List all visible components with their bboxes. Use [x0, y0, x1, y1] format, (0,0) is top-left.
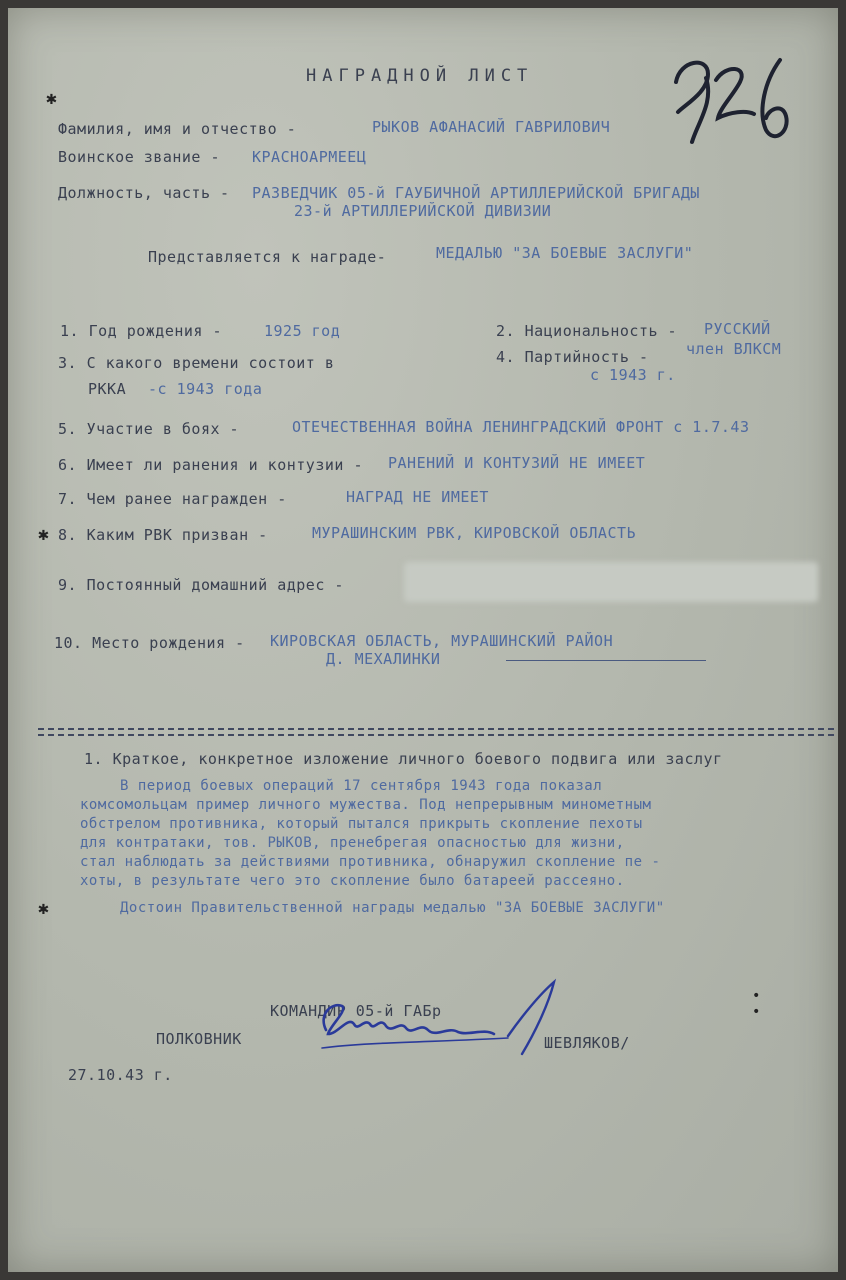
- narrative-line-2: комсомольцам пример личного мужества. Под непрерывным минометным: [80, 797, 652, 813]
- pin-mark: ✱: [46, 88, 57, 109]
- field-position-label: Должность, часть -: [58, 184, 230, 202]
- item-1-value: 1925 год: [264, 322, 341, 340]
- commander-name: ШЕВЛЯКОВ/: [544, 1034, 630, 1052]
- item-7-label: 7. Чем ранее награжден -: [58, 490, 287, 508]
- field-rank-value: КРАСНОАРМЕЕЦ: [252, 148, 367, 166]
- item-2-label: 3. С какого времени состоит в: [58, 354, 335, 372]
- handwritten-signature: [308, 976, 568, 1066]
- narrative-line-4: для контратаки, тов. РЫКОВ, пренебрегая опасностью для жизни,: [80, 835, 625, 851]
- separator-rule: [38, 728, 834, 730]
- item-5-label: 5. Участие в боях -: [58, 420, 240, 438]
- item-9-label: 9. Постоянный домашний адрес -: [58, 576, 344, 594]
- item-8-value: МУРАШИНСКИМ РВК, КИРОВСКОЙ ОБЛАСТЬ: [312, 524, 637, 542]
- narrative-conclusion: Достоин Правительственной награды медалью "ЗА БОЕВЫЕ ЗАСЛУГИ": [120, 900, 665, 916]
- award-presented-label: Представляется к награде-: [148, 248, 387, 266]
- commander-title: КОМАНДИР 05-й ГАБр: [270, 1002, 442, 1020]
- item-n4-value-cont: с 1943 г.: [590, 366, 676, 384]
- field-position-value-line2: 23-й АРТИЛЛЕРИЙСКОЙ ДИВИЗИИ: [294, 202, 552, 220]
- item-7-value: НАГРАД НЕ ИМЕЕТ: [346, 488, 489, 506]
- handwritten-number: [668, 52, 798, 152]
- document-date: 27.10.43 г.: [68, 1066, 173, 1084]
- section-heading: 1. Краткое, конкретное изложение личного боевого подвига или заслуг: [84, 750, 723, 768]
- field-fio-label: Фамилия, имя и отчество -: [58, 120, 297, 138]
- doc-title: НАГРАДНОЙ ЛИСТ: [306, 66, 534, 86]
- narrative-line-5: стал наблюдать за действиями противника, обнаружил скопление пе -: [80, 854, 661, 870]
- item-6-value: РАНЕНИЙ И КОНТУЗИЙ НЕ ИМЕЕТ: [388, 454, 646, 472]
- pin-mark: ✱: [38, 524, 49, 545]
- field-rank-label: Воинское звание -: [58, 148, 221, 166]
- item-n2-label: 2. Национальность -: [496, 322, 678, 340]
- item-n4-value: член ВЛКСМ: [686, 340, 782, 358]
- award-sheet: [8, 8, 838, 1272]
- redacted-address: [404, 562, 818, 602]
- field-position-value-line1: РАЗВЕДЧИК 05-й ГАУБИЧНОЙ АРТИЛЛЕРИЙСКОЙ БРИГАДЫ: [252, 184, 700, 202]
- item-5-value: ОТЕЧЕСТВЕННАЯ ВОЙНА ЛЕНИНГРАДСКИЙ ФРОНТ с 1.7.43: [292, 418, 750, 436]
- item-n4-label: 4. Партийность -: [496, 348, 649, 366]
- separator-rule-2: [38, 734, 834, 736]
- narrative-line-3: обстрелом противника, который пытался прикрыть скопление пехоты: [80, 816, 643, 832]
- item-1-label: 1. Год рождения -: [60, 322, 223, 340]
- item-10-value-line2: Д. МЕХАЛИНКИ: [326, 650, 441, 668]
- item-n2-value: РУССКИЙ: [704, 320, 771, 338]
- field-fio-value: РЫКОВ АФАНАСИЙ ГАВРИЛОВИЧ: [372, 118, 611, 136]
- commander-rank: ПОЛКОВНИК: [156, 1030, 242, 1048]
- item-6-label: 6. Имеет ли ранения и контузии -: [58, 456, 363, 474]
- dot-marks: • •: [752, 988, 761, 1020]
- underline-birthplace: [506, 660, 706, 661]
- item-2-label-cont: РККА: [88, 380, 127, 398]
- narrative-line-6: хоты, в результате чего это скопление было батареей рассеяно.: [80, 873, 625, 889]
- narrative-line-1: В период боевых операций 17 сентября 1943 года показал: [120, 778, 603, 794]
- item-8-label: 8. Каким РВК призван -: [58, 526, 268, 544]
- award-presented-value: МЕДАЛЬЮ "ЗА БОЕВЫЕ ЗАСЛУГИ": [436, 244, 694, 262]
- pin-mark: ✱: [38, 898, 49, 919]
- item-10-value-line1: КИРОВСКАЯ ОБЛАСТЬ, МУРАШИНСКИЙ РАЙОН: [270, 632, 614, 650]
- item-10-label: 10. Место рождения -: [54, 634, 245, 652]
- item-2-value: -с 1943 года: [148, 380, 263, 398]
